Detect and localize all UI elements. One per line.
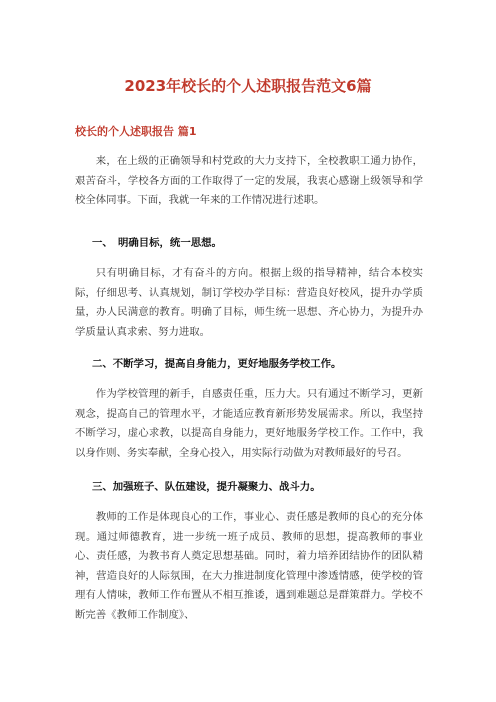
section-subtitle: 校长的个人述职报告 篇1 (75, 125, 197, 138)
heading-3: 三、加强班子、队伍建设，提升凝聚力、战斗力。 (92, 481, 321, 493)
paragraph-3: 教师的工作是体现良心的工作，事业心、责任感是教师的良心的充分体现。通过师德教育，进一步统一班子成员、教师的思想，提高教师的事业心、责任感，为教书育人奠定思想基础。同时，着力培养团结协作的团队精神，营造良好的人际氛围，在大力推进制度化管理中渗透情感，使学校的管理有人情味，教师工作布置从不相互推诿，遇到难题总是群策群力。学校不断完善《教师工作制度》、 (75, 511, 423, 621)
paragraph-1: 只有明确目标，才有奋斗的方向。根据上级的指导精神，结合本校实际，仔细思考、认真规划，制订学校办学目标：营造良好校风，提升办学质量，办人民满意的教育。明确了目标，师生统一思想、齐心协力，为提升办学质量认真求索、努力进取。 (75, 267, 423, 338)
heading-1: 一、 明确目标，统一思想。 (92, 237, 222, 249)
document-title: 2023年校长的个人述职报告范文6篇 (124, 77, 372, 95)
paragraph-2: 作为学校管理的新手，自感责任重，压力大。只有通过不断学习，更新观念，提高自己的管理水平，才能适应教育新形势发展需求。所以，我坚持不断学习，虚心求教，以提高自身能力，更好地服务学校工作。工作中，我以身作则、务实奉献，全身心投入，用实际行动做为对教师最好的号召。 (75, 388, 423, 459)
paragraph-intro: 来，在上级的正确领导和村党政的大力支持下，全校教职工通力协作，艰苦奋斗，学校各方面的工作取得了一定的发展，我衷心感谢上级领导和学校全体同事。下面，我就一年来的工作情况进行述职。 (75, 155, 423, 206)
heading-2: 二、不断学习，提高自身能力，更好地服务学校工作。 (92, 358, 342, 370)
